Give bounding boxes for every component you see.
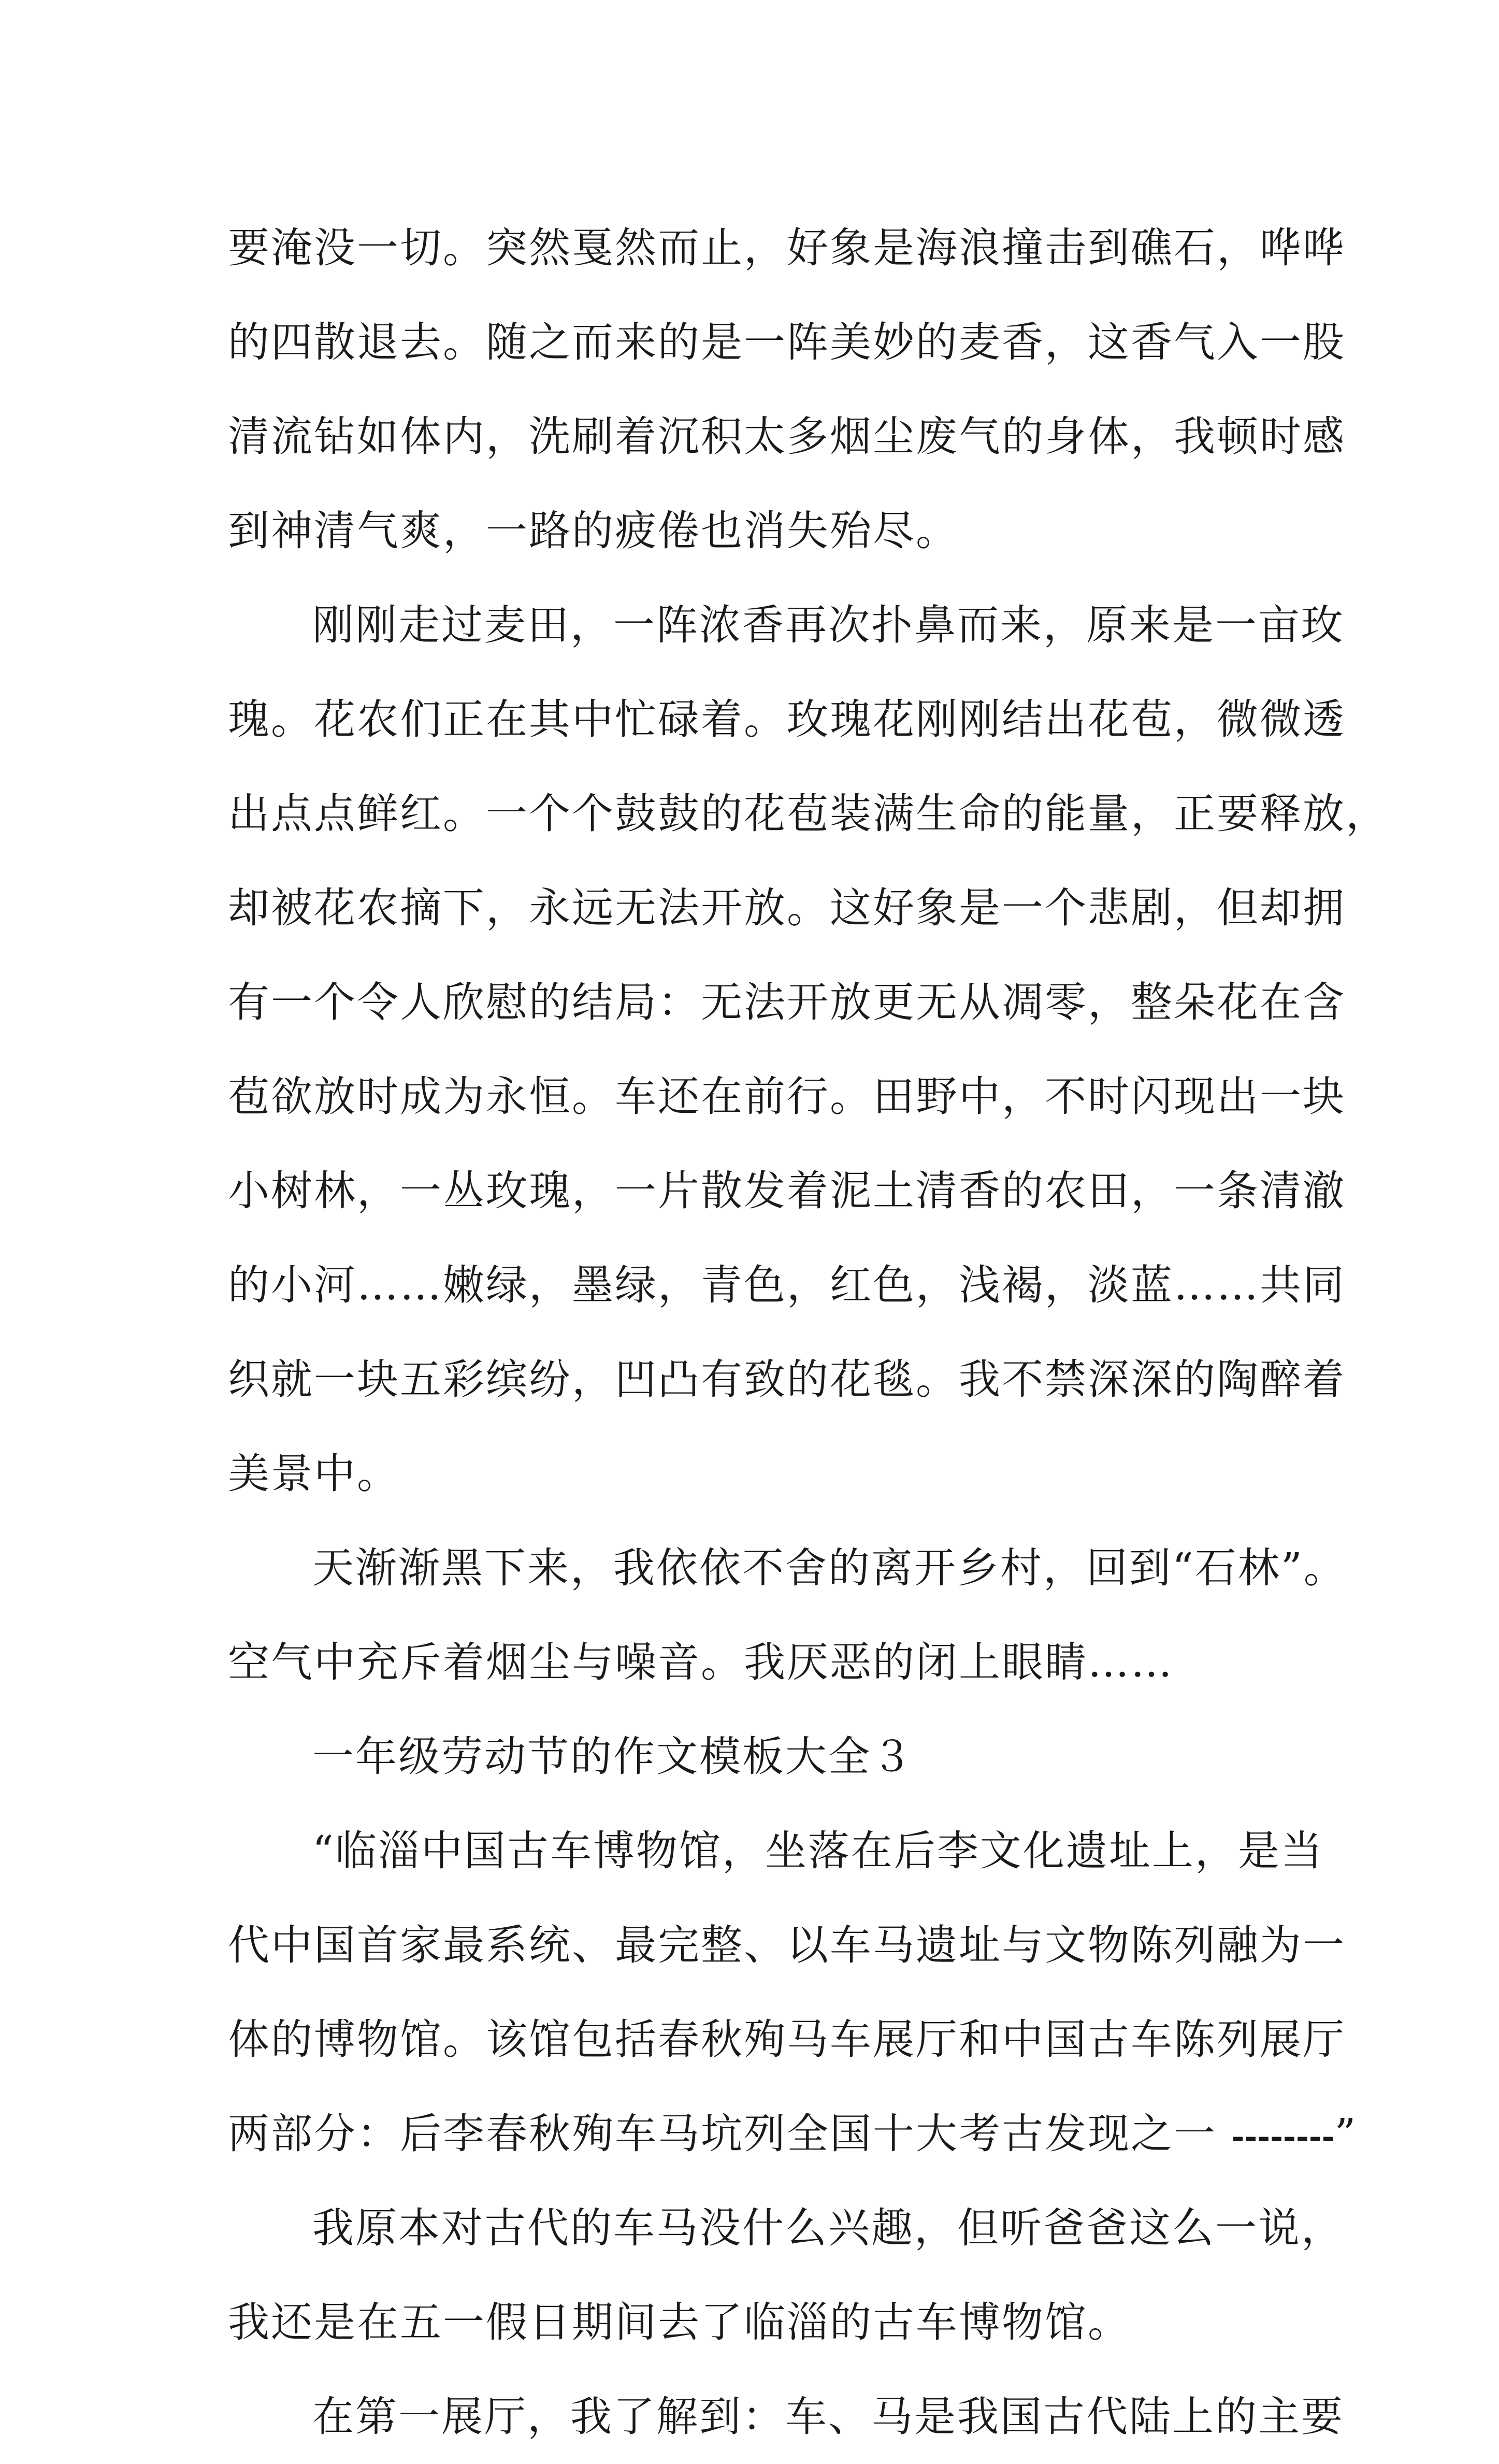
text-line: 的四散退去。随之而来的是一阵美妙的麦香，这香气入一股 xyxy=(228,318,1346,366)
text-line: 空气中充斥着烟尘与噪音。我厌恶的闭上眼睛…… xyxy=(228,1638,1174,1686)
text-fragment: 两部分：后李春秋殉车马坑列全国十大考古发现之一 xyxy=(228,2110,1217,2158)
text-line: 清流钻如体内，洗刷着沉积太多烟尘废气的身体，我顿时感 xyxy=(228,412,1346,461)
document-body xyxy=(228,201,1389,2464)
text-line: 要淹没一切。突然戛然而止，好象是海浪撞击到礁石，哗哗 xyxy=(228,224,1346,272)
text-line-with-dashes xyxy=(228,2087,1358,2181)
text-line: 却被花农摘下，永远无法开放。这好象是一个悲剧，但却拥 xyxy=(228,884,1346,932)
text-line: 体的博物馆。该馆包括春秋殉马车展厅和中国古车陈列展厅 xyxy=(228,2015,1346,2064)
text-line: 苞欲放时成为永恒。车还在前行。田野中，不时闪现出一块 xyxy=(228,1072,1346,1121)
closing-quote: ” xyxy=(1334,2110,1358,2158)
text-line: 到神清气爽，一路的疲倦也消失殆尽。 xyxy=(228,507,959,555)
text-line: 瑰。花农们正在其中忙碌着。玫瑰花刚刚结出花苞，微微透 xyxy=(228,695,1346,743)
paragraph-first-line: “临淄中国古车博物馆，坐落在后李文化遗址上，是当 xyxy=(312,1827,1324,1875)
paragraph-first-line: 我原本对古代的车马没什么兴趣，但听爸爸这么一说， xyxy=(312,2204,1344,2252)
text-line: 美景中。 xyxy=(228,1450,400,1498)
dash-run: -------- xyxy=(1231,2119,1335,2156)
text-line: 我还是在五一假日期间去了临淄的古车博物馆。 xyxy=(228,2298,1131,2346)
text-line: 出点点鲜红。一个个鼓鼓的花苞装满生命的能量，正要释放， xyxy=(228,790,1389,838)
paragraph-first-line: 刚刚走过麦田，一阵浓香再次扑鼻而来，原来是一亩玫 xyxy=(312,601,1344,649)
text-line: 有一个令人欣慰的结局：无法开放更无从凋零，整朵花在含 xyxy=(228,978,1346,1026)
section-heading: 一年级劳动节的作文模板大全３ xyxy=(312,1732,914,1781)
text-line: 的小河……嫩绿，墨绿，青色，红色，浅褐，淡蓝……共同 xyxy=(228,1261,1346,1309)
text-line: 小树林，一丛玫瑰，一片散发着泥土清香的农田，一条清澈 xyxy=(228,1167,1346,1215)
paragraph-first-line: 天渐渐黑下来，我依依不舍的离开乡村，回到“石林”。 xyxy=(312,1544,1347,1592)
text-line: 织就一块五彩缤纷，凹凸有致的花毯。我不禁深深的陶醉着 xyxy=(228,1355,1346,1403)
text-line: 代中国首家最系统、最完整、以车马遗址与文物陈列融为一 xyxy=(228,1921,1346,1969)
paragraph-first-line: 在第一展厅，我了解到：车、马是我国古代陆上的主要 xyxy=(312,2393,1344,2441)
